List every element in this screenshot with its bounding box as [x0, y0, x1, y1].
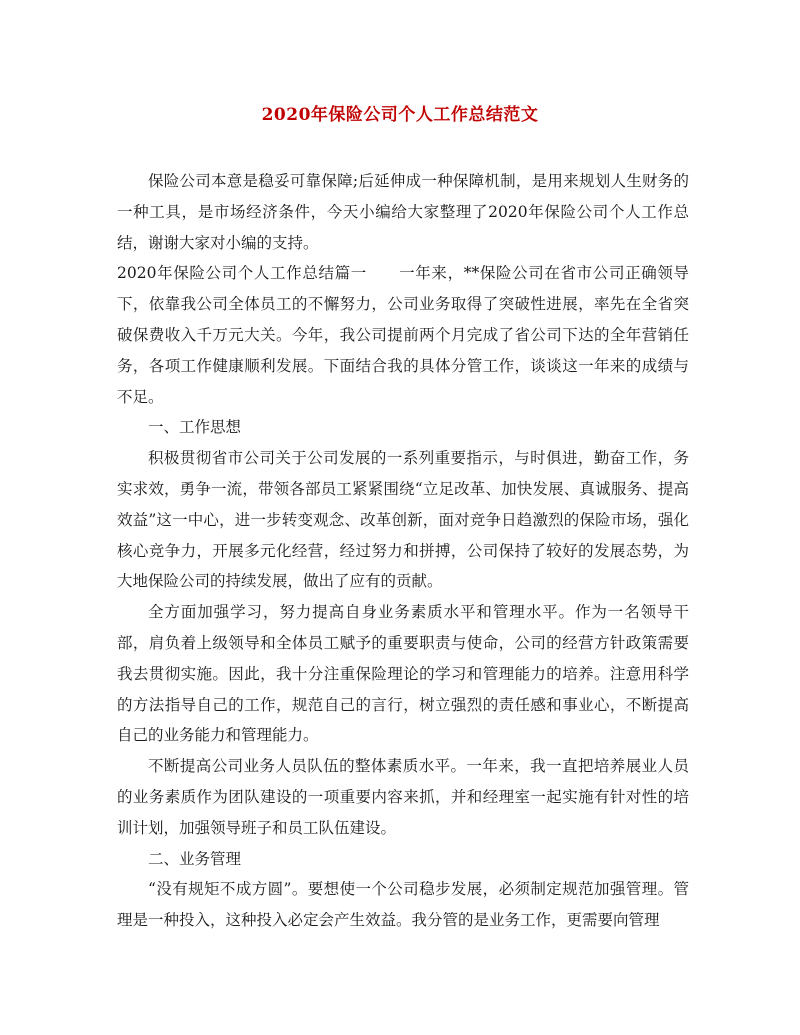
- document-title: 2020年保险公司个人工作总结范文: [261, 105, 539, 125]
- section-heading-work-thoughts: 一、工作思想: [148, 418, 242, 437]
- paragraph-summary-opening: 2020年保险公司个人工作总结篇一 一年来，**保险公司在省市公司正确领导下，依靠我公司全体员工的不懈努力，公司业务取得了突破性进展，率先在全省突破保费收入千万元大关。今年，我公司提前两个月完成了省公司下达的全年营销任务，各项工作健康顺利发展。下面结合我的具体分管工作，谈谈这一年来的成绩与不足。: [117, 264, 689, 406]
- section-heading-business-management: 二、业务管理: [148, 849, 242, 868]
- paragraph-team-quality: 不断提高公司业务人员队伍的整体素质水平。一年来，我一直把培养展业人员的业务素质作为团队建设的一项重要内容来抓，并和经理室一起实施有针对性的培训计划，加强领导班子和员工队伍建设。: [117, 757, 689, 837]
- paragraph-business-management: “没有规矩不成方圆”。要想使一个公司稳步发展，必须制定规范加强管理。管理是一种投入，这种投入必定会产生效益。我分管的是业务工作，更需要向管理: [117, 880, 689, 930]
- paragraph-intro: 保险公司本意是稳妥可靠保障;后延伸成一种保障机制，是用来规划人生财务的一种工具，是市场经济条件，今天小编给大家整理了2020年保险公司个人工作总结，谢谢大家对小编的支持。: [117, 172, 689, 252]
- document-body: [117, 166, 689, 936]
- paragraph-learning: 全方面加强学习，努力提高自身业务素质水平和管理水平。作为一名领导干部，肩负着上级领导和全体员工赋予的重要职责与使命，公司的经营方针政策需要我去贯彻实施。因此，我十分注重保险理论的学习和管理能力的培养。注意用科学的方法指导自己的工作，规范自己的言行，树立强烈的责任感和事业心，不断提高自己的业务能力和管理能力。: [117, 603, 689, 745]
- paragraph-work-thoughts: 积极贯彻省市公司关于公司发展的一系列重要指示，与时俱进，勤奋工作，务实求效，勇争一流，带领各部员工紧紧围绕“立足改革、加快发展、真诚服务、提高效益”这一中心，进一步转变观念、改革创新，面对竞争日趋激烈的保险市场，强化核心竞争力，开展多元化经营，经过努力和拼搏，公司保持了较好的发展态势，为大地保险公司的持续发展，做出了应有的贡献。: [117, 449, 689, 591]
